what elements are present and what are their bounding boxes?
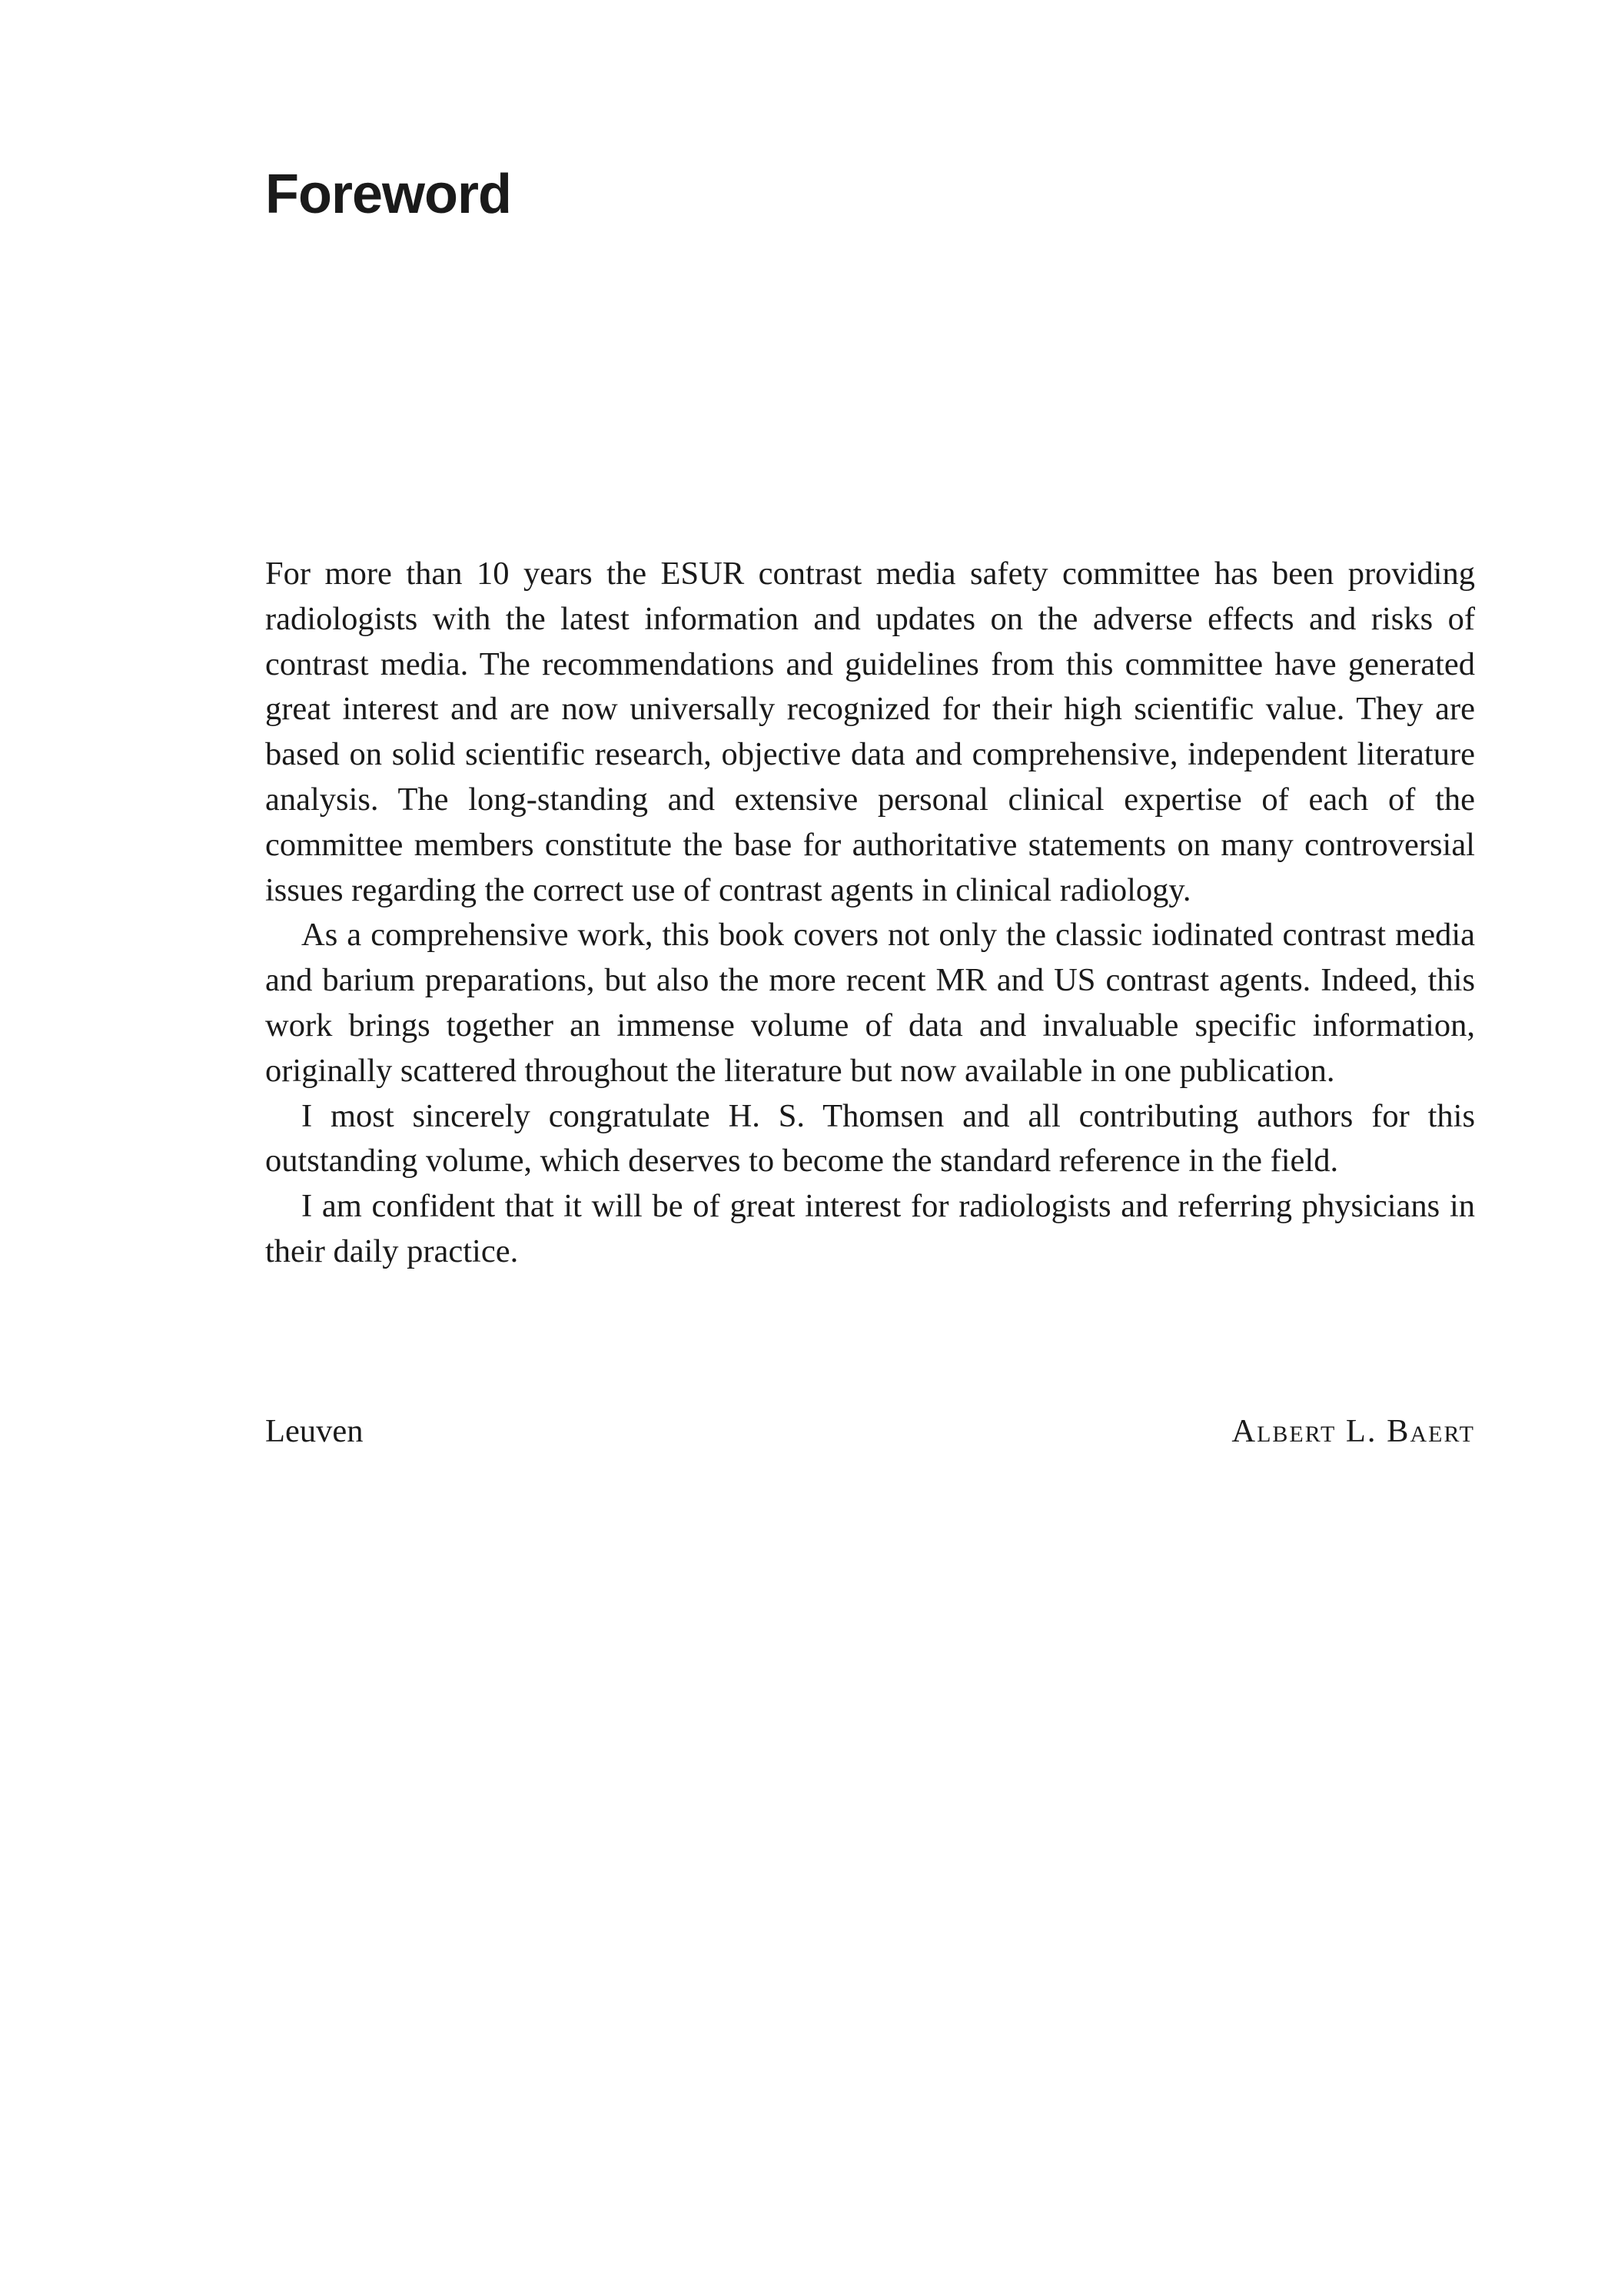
foreword-body xyxy=(265,552,1475,1275)
signoff-place: Leuven xyxy=(265,1413,364,1449)
paragraph-1: For more than 10 years the ESUR contrast media safety committee has been providing radiologists with the latest information and updates on the adverse effects and risks of contrast media. The recommendations and guidelines from this committee have generated great interest and are now universally recognized for their high scientific value. They are based on solid scientific research, objective data and comprehensive, independent literature analysis. The long-standing and extensive personal clinical expertise of each of the committee members constitute the base for authoritative statements on many controversial issues regarding the correct use of contrast agents in clinical radiology. xyxy=(265,556,1475,908)
paragraph-3: I most sincerely congratulate H. S. Thomsen and all contributing authors for this outstanding volume, which deserves to become the standard reference in the field. xyxy=(265,1097,1475,1180)
signoff-author: Albert L. Baert xyxy=(1231,1413,1475,1449)
paragraph-2: As a comprehensive work, this book covers not only the classic iodinated contrast media and barium preparations, but also the more recent MR and US contrast agents. Indeed, this work brings together an immense volume of data and invaluable specific information, originally scattered throughout the literature but now available in one publication. xyxy=(265,917,1475,1089)
paragraph-4: I am confident that it will be of great interest for radiologists and referring physicians in their daily practice. xyxy=(265,1188,1475,1269)
page-title: Foreword xyxy=(265,164,512,225)
signoff xyxy=(265,1409,1475,1454)
